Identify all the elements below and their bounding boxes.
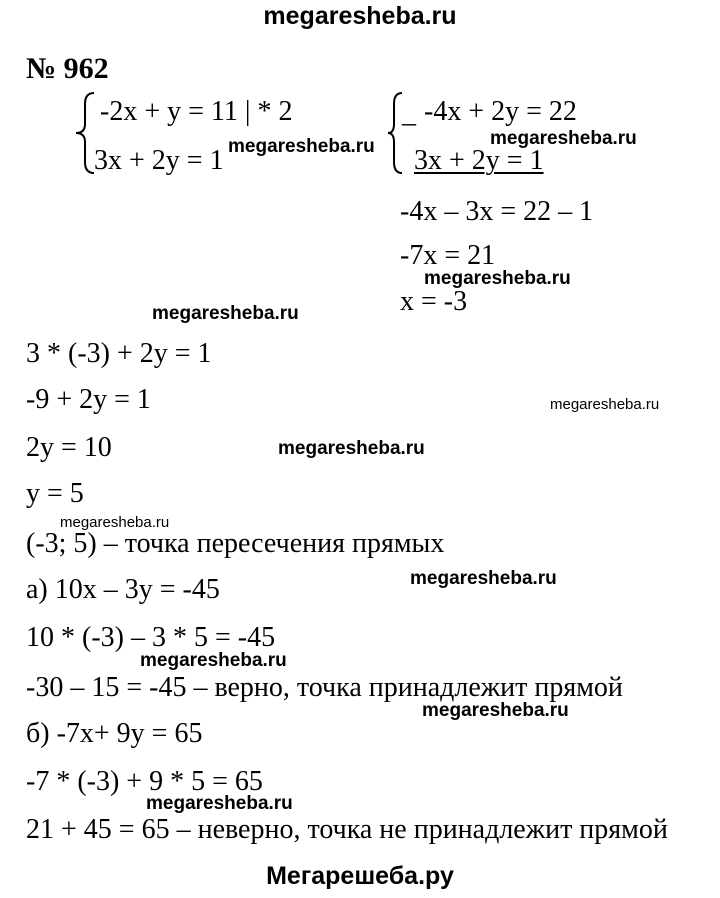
watermark: megaresheba.ru xyxy=(60,514,170,531)
system-right-eq1: -4x + 2y = 22 xyxy=(424,96,577,127)
watermark: megaresheba.ru xyxy=(422,700,569,721)
step-9: б) -7x+ 9y = 65 xyxy=(26,718,203,749)
watermark: megaresheba.ru xyxy=(152,303,299,324)
step-4: y = 5 xyxy=(26,478,84,509)
step-10: -7 * (-3) + 9 * 5 = 65 xyxy=(26,766,263,797)
watermark: megaresheba.ru xyxy=(550,396,660,413)
watermark: megaresheba.ru xyxy=(228,136,375,157)
watermark: megaresheba.ru xyxy=(140,650,287,671)
watermark: megaresheba.ru xyxy=(278,438,425,459)
right-step-2: -7x = 21 xyxy=(400,240,496,271)
step-2: -9 + 2y = 1 xyxy=(26,384,151,415)
site-footer: Мегарешеба.ру xyxy=(266,862,454,890)
system-left-eq2: 3x + 2y = 1 xyxy=(94,145,224,176)
problem-number: № 962 xyxy=(26,52,109,85)
site-header: megaresheba.ru xyxy=(263,2,457,30)
step-11: 21 + 45 = 65 – неверно, точка не принадлежит прямой xyxy=(26,814,668,845)
minus-sign: _ xyxy=(402,98,416,129)
right-step-1: -4x – 3x = 22 – 1 xyxy=(400,196,594,227)
step-7: 10 * (-3) – 3 * 5 = -45 xyxy=(26,622,276,653)
watermark: megaresheba.ru xyxy=(146,793,293,814)
step-3: 2y = 10 xyxy=(26,432,112,463)
watermark: megaresheba.ru xyxy=(490,128,637,149)
step-5: (-3; 5) – точка пересечения прямых xyxy=(26,528,445,559)
step-1: 3 * (-3) + 2y = 1 xyxy=(26,338,212,369)
watermark: megaresheba.ru xyxy=(424,268,571,289)
watermark: megaresheba.ru xyxy=(410,568,557,589)
system-right-eq2: 3x + 2y = 1 xyxy=(414,145,544,176)
right-step-3: x = -3 xyxy=(400,286,468,317)
system-left-eq1: -2x + y = 11 | * 2 xyxy=(100,96,293,127)
step-8: -30 – 15 = -45 – верно, точка принадлежит прямой xyxy=(26,672,623,703)
step-6: а) 10x – 3y = -45 xyxy=(26,574,220,605)
